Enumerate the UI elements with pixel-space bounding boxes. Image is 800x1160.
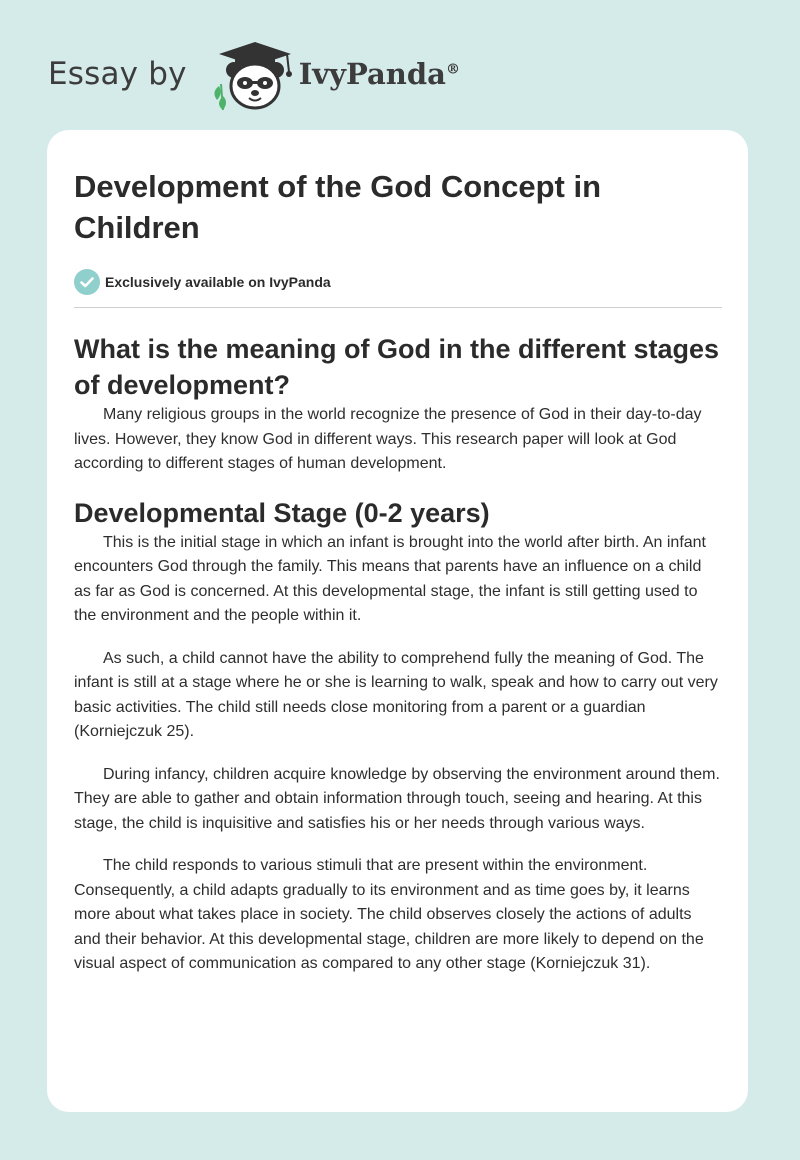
brand-name-text: IvyPanda [298,57,446,91]
check-circle-icon [74,269,100,295]
question-heading: What is the meaning of God in the different stages of development? [74,334,720,400]
page-title: Development of the God Concept in Children [74,169,602,245]
title-divider [74,307,722,308]
exclusive-badge [74,269,722,295]
registered-mark: ® [445,61,460,78]
body-paragraph: As such, a child cannot have the ability to comprehend fully the meaning of God. The infant is still at a stage where he or she is learning to walk, speak and how to carry out very basic activities. The child still needs close monitoring from a parent or a guardian (Korniejczuk 25). [74,649,718,740]
panda-graduate-icon [205,36,297,112]
brand-name [299,57,460,91]
brand-header[interactable] [48,34,460,114]
essay-card [47,130,748,1112]
intro-paragraph: Many religious groups in the world recognize the presence of God in their day-to-day lives. However, they know God in different ways. This research paper will look at God according to different stages of human development. [74,406,702,472]
body-paragraph: During infancy, children acquire knowledge by observing the environment around them. They are able to gather and obtain information through touch, seeing and hearing. At this stage, the child is inquisitive and satisfies his or her needs through various ways. [74,765,720,832]
badge-label: Exclusively available on IvyPanda [105,274,331,290]
body-paragraph: This is the initial stage in which an infant is brought into the world after birth. An infant encounters God through the family. This means that parents have an influence on a child as far as God is concerned. At this developmental stage, the infant is still getting used to the environment and the people within it. [74,533,706,624]
body-paragraph: The child responds to various stimuli that are present within the environment. Consequently, a child adapts gradually to its environment and as time goes by, it learns more about what takes place in society. The child observes closely the actions of adults and their behavior. At this developmental stage, children are more likely to depend on the visual aspect of communication as compared to any other stage (Korniejczuk 31). [74,857,704,972]
section-heading: Developmental Stage (0-2 years) [74,497,490,528]
brand-prefix: Essay by [48,56,187,92]
